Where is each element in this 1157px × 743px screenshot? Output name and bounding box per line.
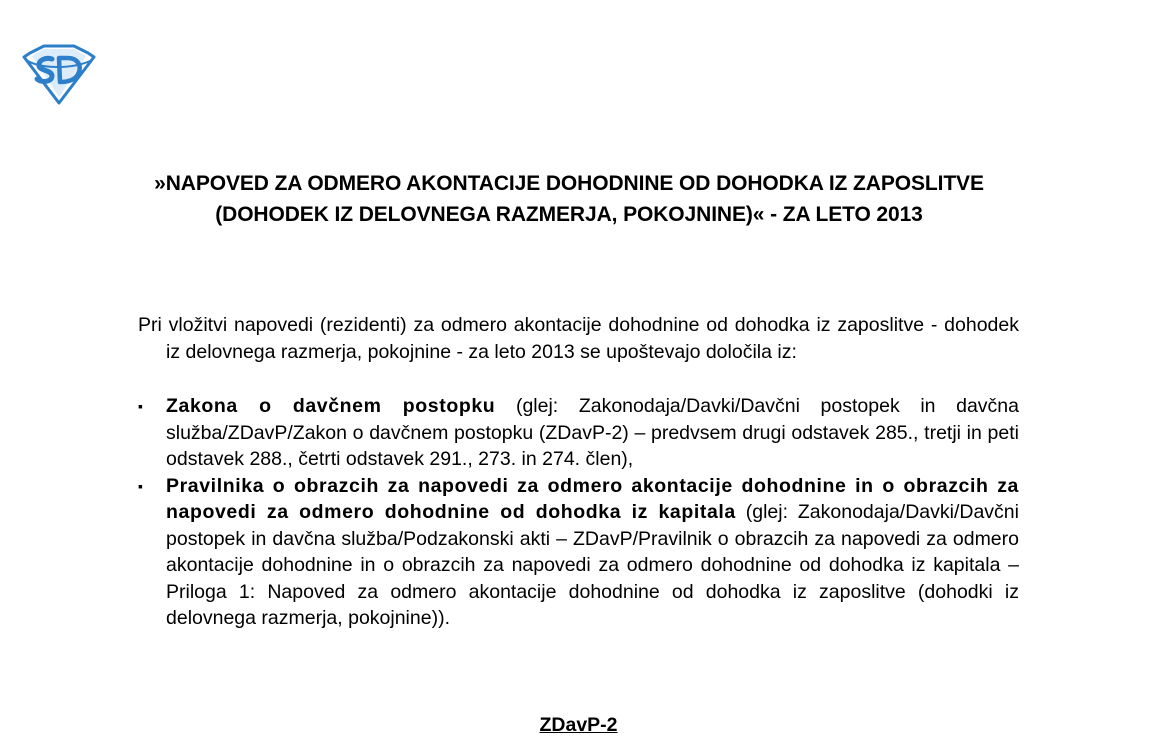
list-item [138, 393, 1019, 473]
bullet-square-icon: ▪ [138, 398, 143, 414]
law-reference: (glej: Zakonodaja/Davki/Davčni postopek in davčna služba/ZDavP/Zakon o davčnem postopku (ZDavP-2) – predvsem drugi odstavek 285., tretji in peti odstavek 288., četrti odstavek 291., 273. in 274. člen), [166, 395, 1019, 470]
legal-sources-list [138, 393, 1019, 632]
sd-shield-logo [22, 43, 96, 105]
regulation-reference: (glej: Zakonodaja/Davki/Davčni postopek in davčna služba/Podzakonski akti – ZDavP/Pravilnik o obrazcih za napovedi za odmero akontacije dohodnine in o obrazcih za napovedi za odmero dohodnine od dohodka iz kapitala – Priloga 1: Napoved za odmero akontacije dohodnine od dohodka iz zaposlitve (dohodki iz delovnega razmerja, pokojnine)). [166, 501, 1019, 629]
section-heading: ZDavP-2 [539, 714, 618, 736]
list-item [138, 473, 1019, 632]
document-title: »NAPOVED ZA ODMERO AKONTACIJE DOHODNINE OD DOHODKA IZ ZAPOSLITVE (DOHODEK IZ DELOVNEGA RAZMERJA, POKOJNINE)« - ZA LETO 2013 [154, 172, 984, 226]
intro-paragraph [138, 312, 1019, 365]
law-title: Zakona o davčnem postopku [166, 395, 496, 417]
regulation-title: Pravilnika o obrazcih za napovedi za odmero akontacije dohodnine in o obrazcih za napovedi za odmero dohodnine od dohodka iz kapitala [166, 474, 1019, 523]
bullet-square-icon: ▪ [138, 477, 143, 494]
intro-text: Pri vložitvi napovedi (rezidenti) za odmero akontacije dohodnine od dohodka iz zaposlitve - dohodek iz delovnega razmerja, pokojnine - za leto 2013 se upoštevajo določila iz: [138, 314, 1019, 363]
logo-graphic [22, 43, 96, 105]
